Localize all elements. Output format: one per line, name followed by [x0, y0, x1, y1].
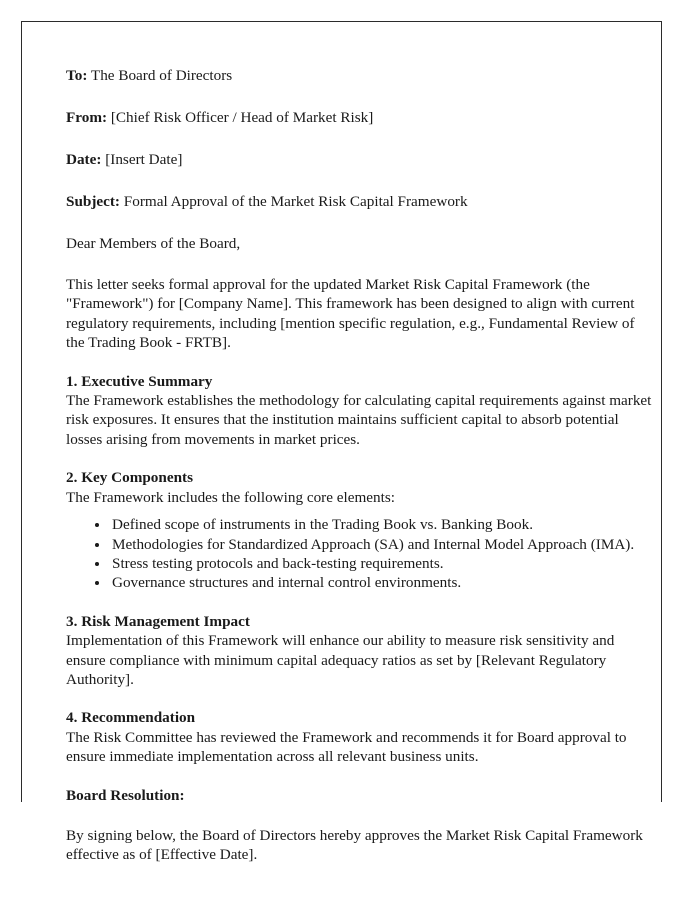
section-board-resolution	[66, 786, 652, 865]
section-body: The Framework establishes the methodology for calculating capital requirements against market risk exposures. It ensures that the institution maintains sufficient capital to absorb potential losses arising from movements in market prices.	[66, 392, 652, 448]
memo-field-date-value: [Insert Date]	[105, 150, 183, 168]
section-heading: 2. Key Components	[66, 469, 193, 487]
section-executive-summary	[66, 372, 652, 450]
memo-field-subject	[66, 192, 652, 211]
section-body: The Framework includes the following core elements:	[66, 488, 395, 506]
opening-paragraph: This letter seeks formal approval for the updated Market Risk Capital Framework (the "Framework") for [Company Name]. This framework has been designed to align with current regulatory requirements, including [mention specific regulation, e.g., Fundamental Review of the Trading Book - FRTB].	[66, 276, 635, 352]
memo-field-from-label: From:	[66, 108, 108, 126]
section-body: The Risk Committee has reviewed the Framework and recommends it for Board approval to ensure immediate implementation across all relevant business units.	[66, 728, 627, 766]
list-item: • Methodologies for Standardized Approach (SA) and Internal Model Approach (IMA).	[110, 535, 652, 554]
memo-field-to	[66, 66, 652, 85]
salutation: Dear Members of the Board,	[66, 234, 241, 252]
board-resolution-heading: Board Resolution:	[66, 786, 185, 804]
memo-field-from	[66, 108, 652, 127]
list-item: • Governance structures and internal control environments.	[110, 573, 652, 592]
section-recommendation	[66, 708, 652, 766]
list-item: • Defined scope of instruments in the Trading Book vs. Banking Book.	[110, 515, 652, 534]
list-item: • Stress testing protocols and back-testing requirements.	[110, 554, 652, 573]
letter-body	[66, 66, 652, 884]
section-body: Implementation of this Framework will enhance our ability to measure risk sensitivity and ensure compliance with minimum capital adequacy ratios as set by [Relevant Regulatory Authority].	[66, 632, 615, 688]
board-resolution-body: By signing below, the Board of Directors hereby approves the Market Risk Capital Framework effective as of [Effective Date].	[66, 826, 643, 864]
memo-field-subject-value: Formal Approval of the Market Risk Capital Framework	[123, 192, 468, 210]
memo-field-from-value: [Chief Risk Officer / Head of Market Risk]	[110, 108, 374, 126]
key-components-list	[66, 515, 652, 593]
section-key-components	[66, 468, 652, 592]
memo-field-to-label: To:	[66, 67, 88, 84]
memo-field-subject-label: Subject:	[66, 192, 120, 210]
section-risk-management-impact	[66, 612, 652, 690]
memo-field-date-label: Date:	[66, 150, 102, 168]
document-page-frame	[21, 21, 662, 864]
section-heading: 4. Recommendation	[66, 709, 196, 727]
section-heading: 3. Risk Management Impact	[66, 612, 250, 630]
memo-field-date	[66, 150, 652, 169]
section-heading: 1. Executive Summary	[66, 372, 213, 390]
memo-field-to-value: The Board of Directors	[90, 67, 233, 84]
